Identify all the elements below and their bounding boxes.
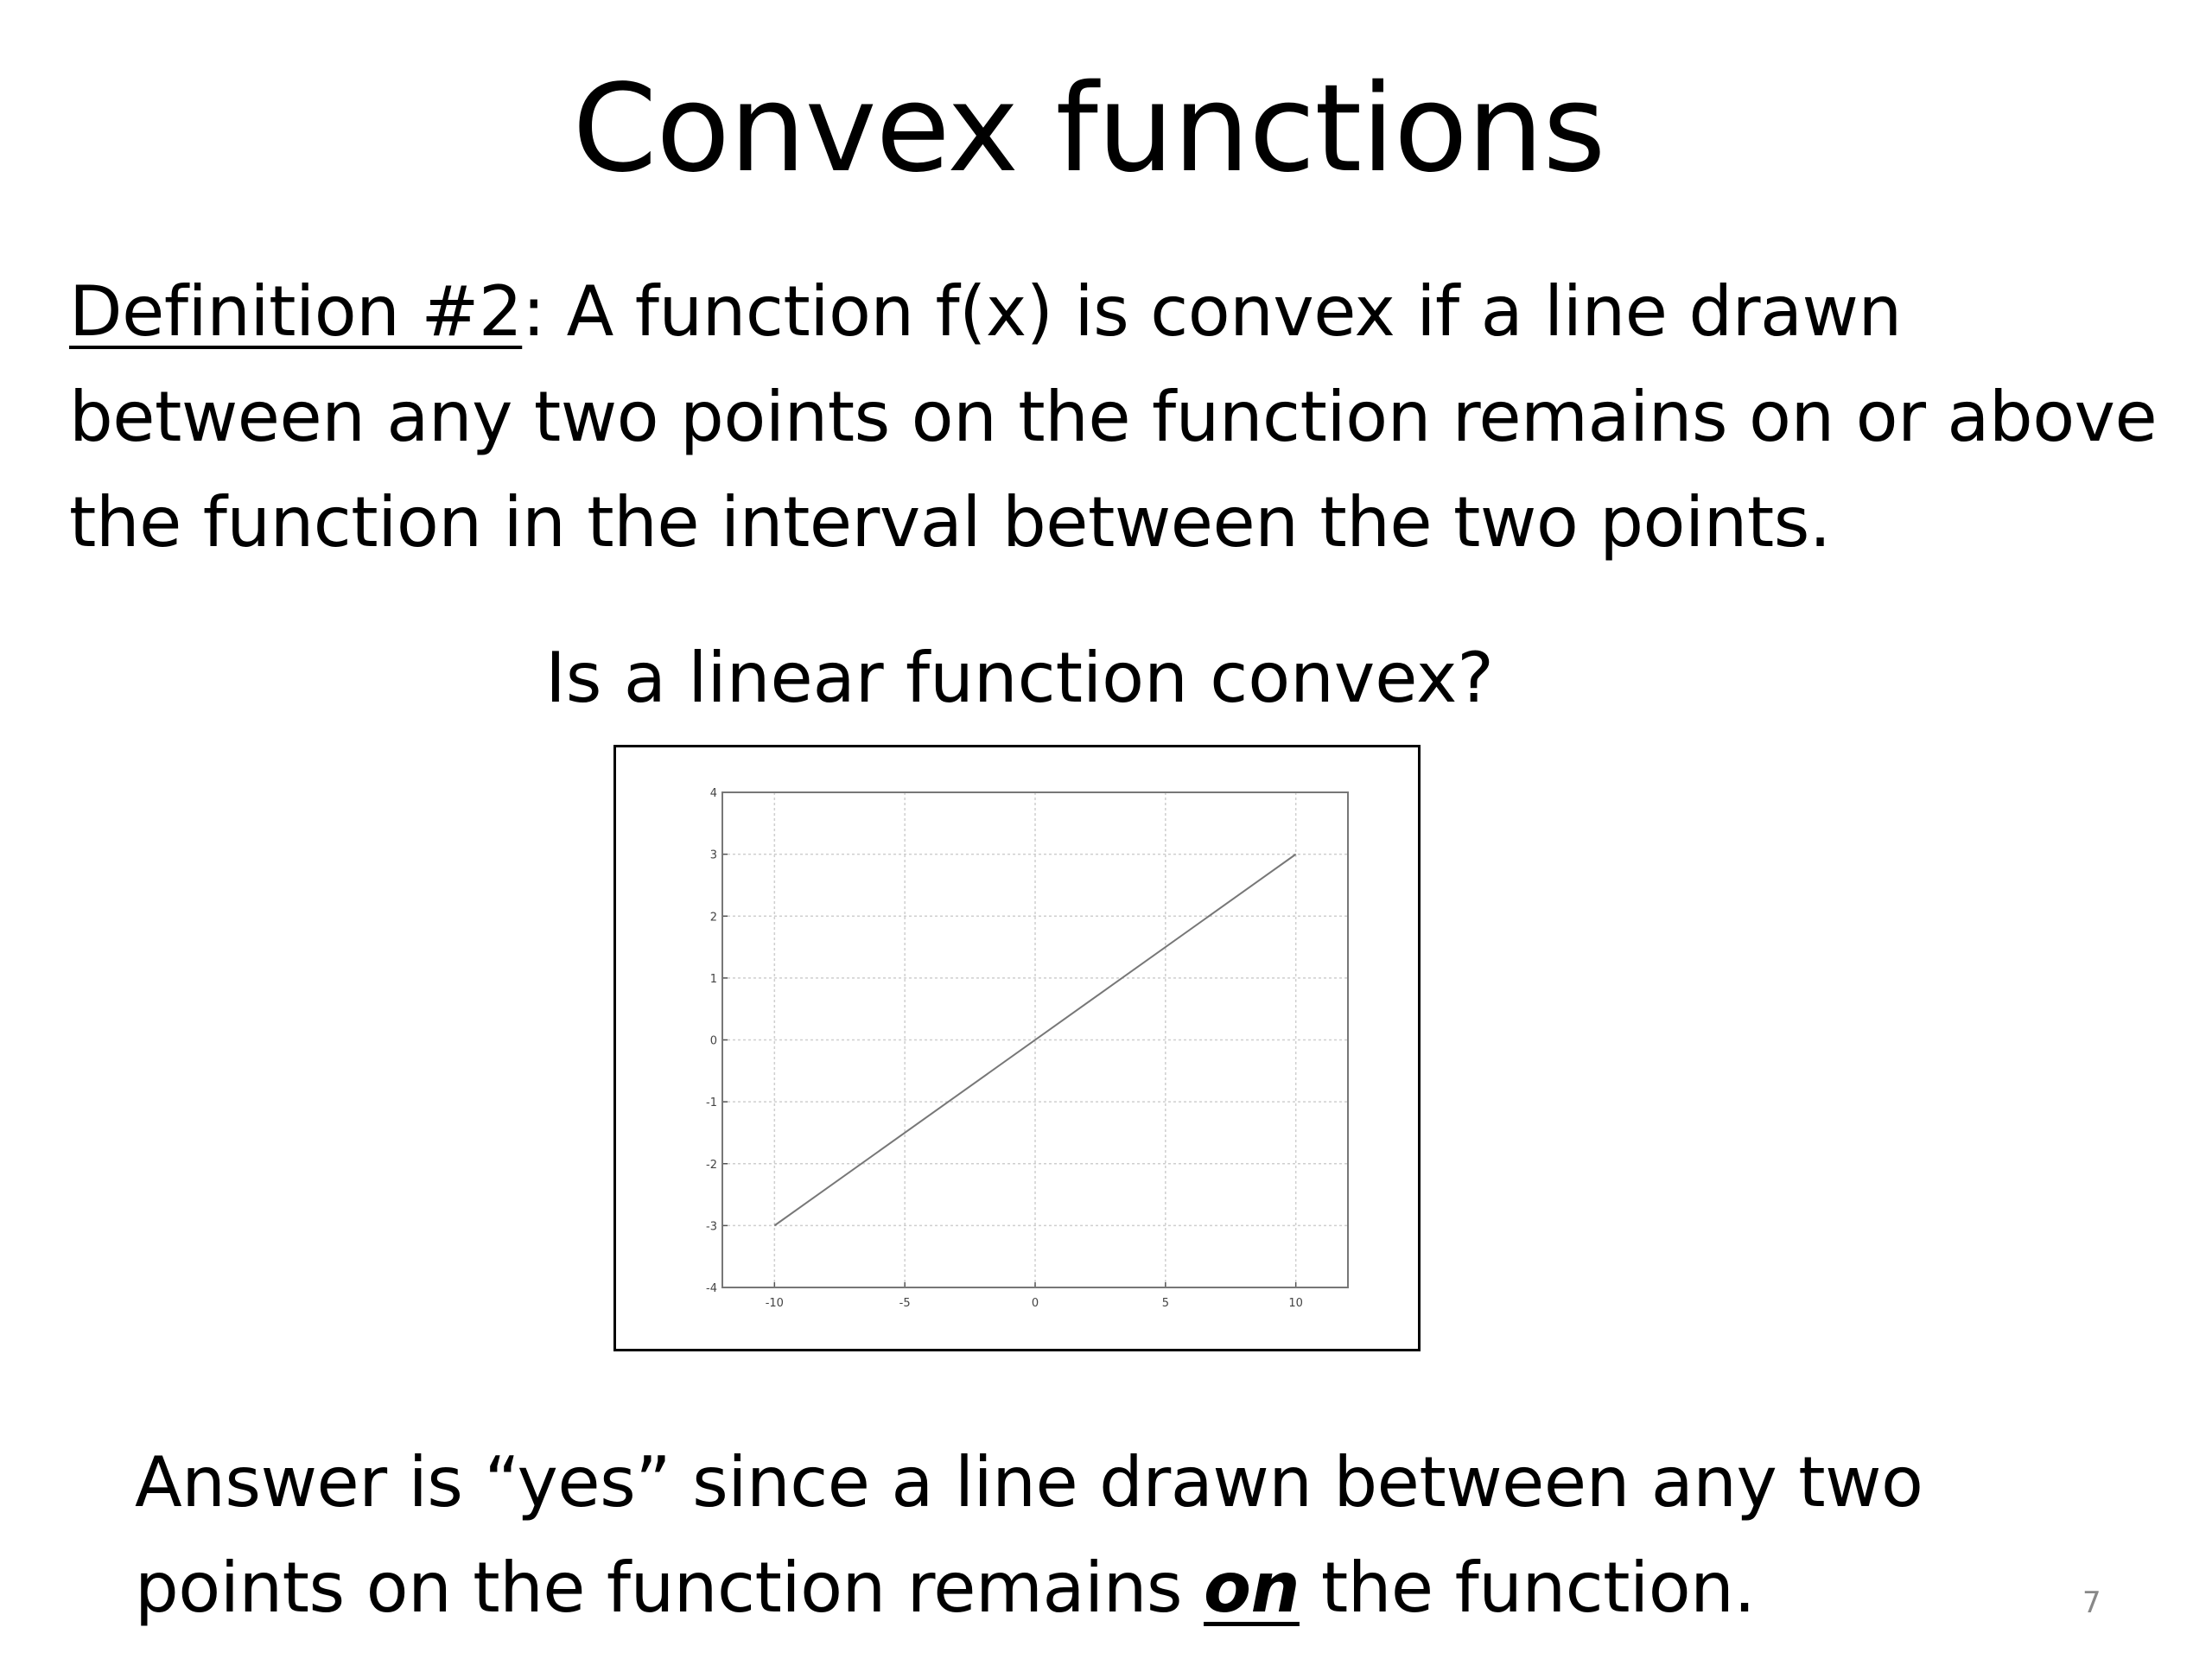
answer-text-before: Answer is “yes” since a line drawn between any two points on the function remains xyxy=(135,1442,1923,1628)
y-tick-label: -2 xyxy=(706,1158,717,1172)
x-tick-label: -10 xyxy=(765,1297,784,1310)
x-tick-label: 0 xyxy=(1031,1297,1039,1310)
x-tick-label: 10 xyxy=(1288,1297,1303,1310)
y-tick-label: 1 xyxy=(709,972,717,986)
x-tick-label: -5 xyxy=(899,1297,911,1310)
answer-emphasis: on xyxy=(1204,1548,1300,1628)
answer-text-after: the function. xyxy=(1299,1548,1756,1628)
y-tick-label: -1 xyxy=(706,1096,717,1110)
linear-function-chart xyxy=(616,747,1418,1349)
answer-paragraph xyxy=(135,1430,2122,1641)
definition-label: Definition #2 xyxy=(69,271,523,352)
chart-frame xyxy=(613,745,1421,1351)
slide-title: Convex functions xyxy=(572,59,1605,200)
y-tick-label: 0 xyxy=(709,1034,717,1048)
question-text: Is a linear function convex? xyxy=(545,638,1494,718)
y-tick-label: 2 xyxy=(709,911,717,925)
y-tick-label: -3 xyxy=(706,1220,717,1234)
x-tick-label: 5 xyxy=(1161,1297,1169,1310)
y-tick-label: -4 xyxy=(706,1282,717,1295)
definition-paragraph xyxy=(69,259,2177,575)
y-tick-label: 4 xyxy=(709,787,717,800)
definition-text: : A function f(x) is convex if a line drawn between any two points on the function remains on or above the function in the interval between the two points. xyxy=(69,271,2158,563)
y-tick-label: 3 xyxy=(709,849,717,862)
page-number: 7 xyxy=(2082,1586,2101,1620)
